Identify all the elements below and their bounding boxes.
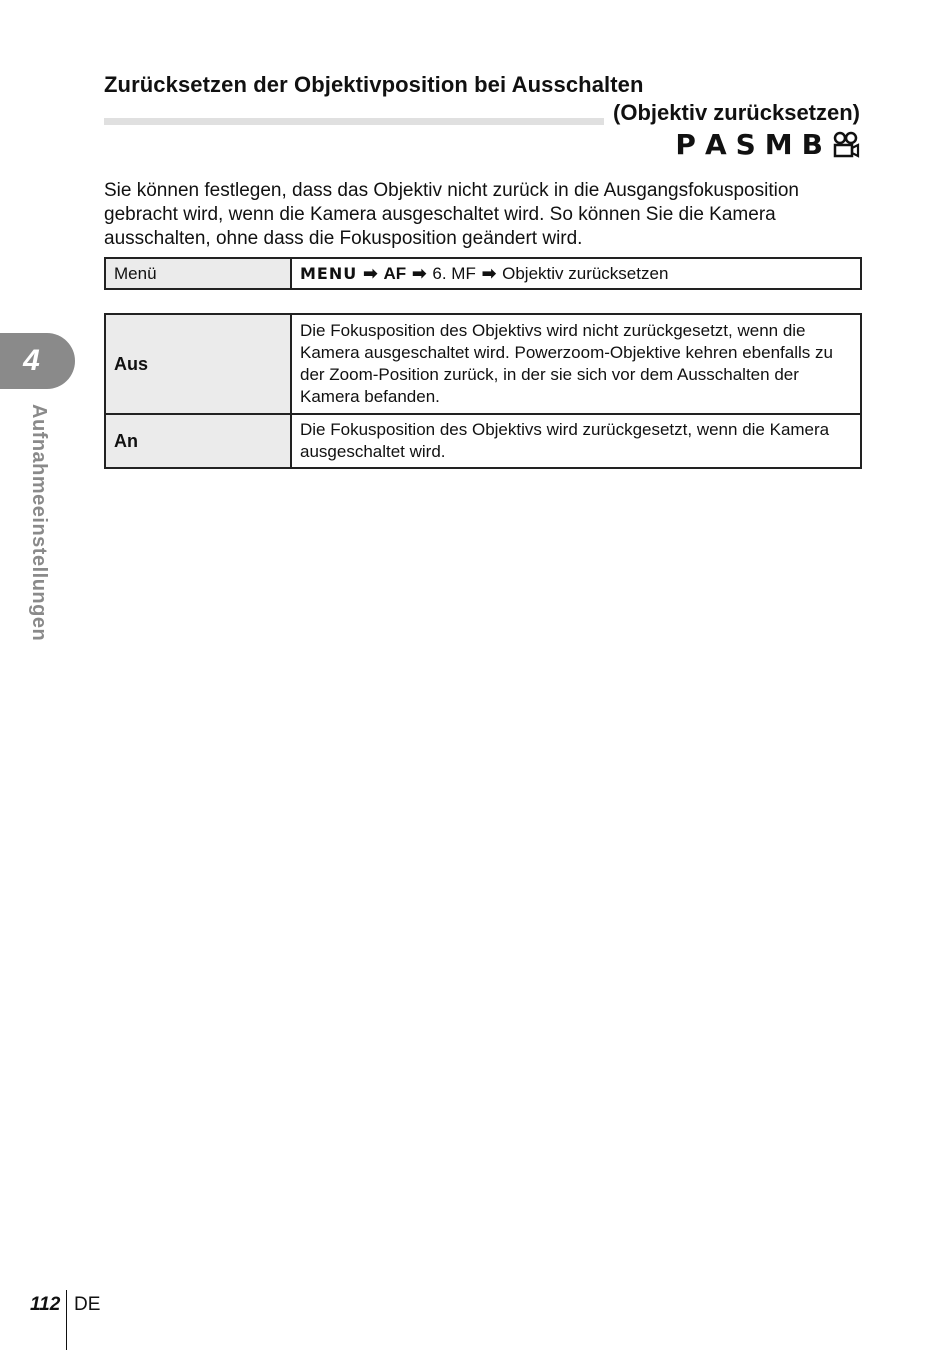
arrow-right-icon: ➡ xyxy=(481,263,497,283)
menu-step: 6. MF xyxy=(432,263,476,283)
section-subtitle: (Objektiv zurücksetzen) xyxy=(613,100,860,125)
arrow-right-icon: ➡ xyxy=(363,263,378,283)
option-name: Aus xyxy=(105,314,291,414)
title-underline xyxy=(104,118,604,125)
chapter-tab xyxy=(0,333,75,389)
section-title: Zurücksetzen der Objektivposition bei Ausschalten xyxy=(104,72,644,97)
menu-path-table xyxy=(104,257,862,290)
mode-b: B xyxy=(801,128,823,161)
language-code: DE xyxy=(74,1294,101,1315)
footer-divider xyxy=(66,1290,67,1350)
arrow-right-icon: ➡ xyxy=(412,263,427,283)
options-table xyxy=(104,313,862,469)
menu-item: Objektiv zurücksetzen xyxy=(502,263,669,283)
page-number: 112 xyxy=(30,1294,61,1315)
menu-path xyxy=(291,258,861,289)
chapter-label: Aufnahmeeinstellungen xyxy=(28,404,50,642)
menu-label: Menü xyxy=(105,258,291,289)
table-row xyxy=(105,414,861,468)
option-description: Die Fokusposition des Objektivs wird zurückgesetzt, wenn die Kamera ausgeschaltet wird. xyxy=(291,414,861,468)
movie-camera-icon xyxy=(832,130,860,160)
mode-s: S xyxy=(735,128,756,161)
menu-af: AF xyxy=(383,263,407,283)
option-description: Die Fokusposition des Objektivs wird nicht zurückgesetzt, wenn die Kamera ausgeschaltet wird. Powerzoom-Objektive kehren ebenfalls zu der Zoom-Position zurück, in der sie sich vor dem Ausschalten der Kamera befanden. xyxy=(291,314,861,414)
table-row xyxy=(105,314,861,414)
intro-paragraph: Sie können festlegen, dass das Objektiv nicht zurück in die Ausgangsfokusposition gebracht wird, wenn die Kamera ausgeschaltet wird. So können Sie die Kamera ausschalten, ohne dass die Fokusposition geändert wird. xyxy=(104,180,799,249)
chapter-number: 4 xyxy=(23,344,40,377)
mode-a: A xyxy=(704,128,727,161)
option-name: An xyxy=(105,414,291,468)
shooting-modes xyxy=(675,128,860,162)
mode-p: P xyxy=(675,128,696,161)
mode-m: M xyxy=(764,128,793,161)
menu-word: MENU xyxy=(300,263,358,283)
